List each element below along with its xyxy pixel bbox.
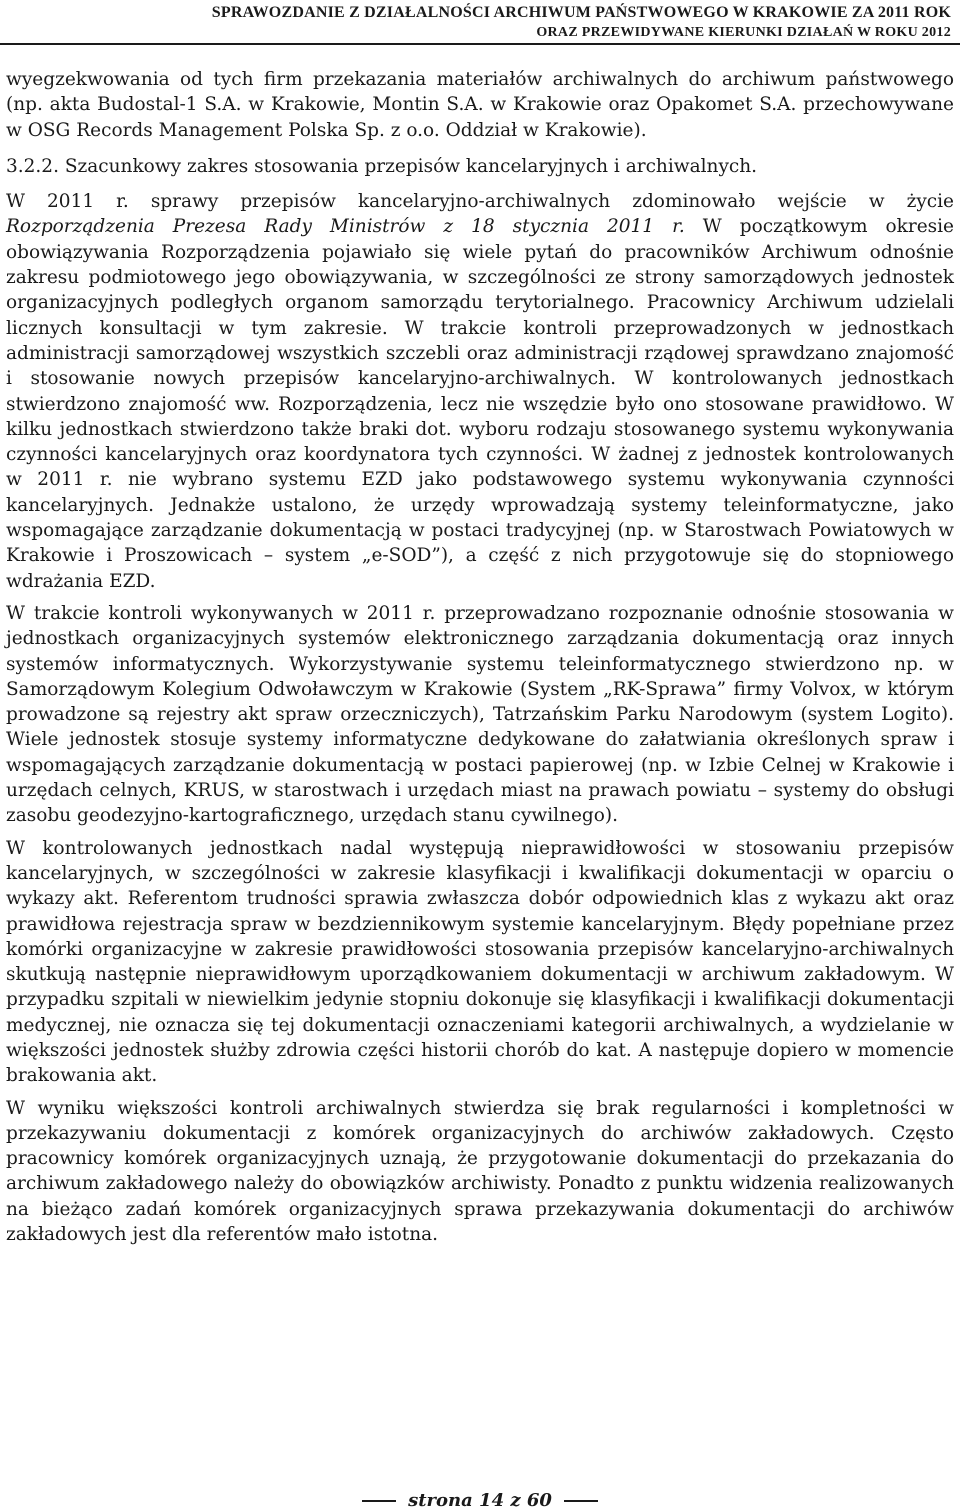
document-body [6,67,954,1254]
footer-dash-right [564,1500,598,1502]
regulation-citation: Rozporządzenia Prezesa Rady Ministrów z 18 stycznia 2011 r. [6,216,685,238]
page-number: strona 14 z 60 [408,1490,552,1511]
header-subtitle: ORAZ PRZEWIDYWANE KIERUNKI DZIAŁAŃ W ROKU 2012 [536,25,951,40]
page-header [0,0,960,43]
header-title: SPRAWOZDANIE Z DZIAŁALNOŚCI ARCHIWUM PAŃSTWOWEGO W KRAKOWIE ZA 2011 ROK [211,4,951,21]
paragraph-2-rest: W początkowym okresie obowiązywania Rozporządzenia pojawiało się wiele pytań do pracowników Archiwum odnośnie zakresu podmiotowego jego obowiązywania, w szczególności ze strony samorządowych jednostek organizacyjnych podległych organom samorządu terytorialnego. Pracownicy Archiwum udzielali licznych konsultacji w tym zakresie. W trakcie kontroli przeprowadzonych w jednostkach administracji samorządowej wszystkich szczebli oraz administracji rządowej sprawdzano znajomość i stosowanie nowych przepisów kancelaryjno-archiwalnych. W kontrolowanych jednostkach stwierdzono znajomość ww. Rozporządzenia, lecz nie wszędzie było ono stosowane prawidłowo. W kilku jednostkach stwierdzono także braki dot. wyboru rodzaju stosowanego systemu wykonywania czynności kancelaryjnych oraz koordynatora tych czynności. W żadnej z jednostek kontrolowanych w 2011 r. nie wybrano systemu EZD jako podstawowego systemu wykonywania czynności kancelaryjnych. Jednakże ustalono, że urzędy wprowadzają systemy teleinformatyczne, jako wspomagające zarządzanie dokumentacją w postaci tradycyjnej (np. w Starostwach Powiatowych w Krakowie i Proszowicach – system „e-SOD”), a część z nich przygotowuje się do stopniowego wdrażania EZD. [6,216,954,592]
header-divider [0,43,960,45]
paragraph-2-start: W 2011 r. sprawy przepisów kancelaryjno-archiwalnych zdominowało wejście w życie [6,191,954,213]
paragraph-2 [6,189,954,594]
section-heading: 3.2.2. Szacunkowy zakres stosowania przepisów kancelaryjnych i archiwalnych. [6,155,758,177]
paragraph-5: W wyniku większości kontroli archiwalnych stwierdza się brak regularności i kompletności w przekazywaniu dokumentacji z komórek organizacyjnych do archiwów zakładowych. Często pracownicy komórek organizacyjnych uznają, że przygotowanie dokumentacji do przekazania do archiwum zakładowego należy do obowiązków archiwisty. Ponadto z punktu widzenia realizowanych na bieżąco zadań komórek organizacyjnych sprawa przekazywania dokumentacji do archiwów zakładowych jest dla referentów mało istotna. [6,1097,954,1246]
footer-dash-left [362,1500,396,1502]
page-footer [0,1490,960,1511]
paragraph-4: W kontrolowanych jednostkach nadal występują nieprawidłowości w stosowaniu przepisów kancelaryjnych, w szczególności w zakresie klasyfikacji i kwalifikacji dokumentacji w oparciu o wykazy akt. Referentom trudności sprawia zwłaszcza dobór odpowiednich klas z wykazu akt oraz prawidłowa rejestracja spraw w bezdziennikowym systemie kancelaryjnym. Błędy popełniane przez komórki organizacyjne w zakresie prawidłowości stosowania przepisów kancelaryjno-archiwalnych skutkują następnie nieprawidłowym uporządkowaniem dokumentacji w archiwum zakładowym. W przypadku szpitali w niewielkim jedynie stopniu dokonuje się klasyfikacji i kwalifikacji dokumentacji medycznej, nie oznacza się tej dokumentacji oznaczeniami kategorii archiwalnych, a wydzielanie w większości jednostek służby zdrowia części historii chorób do kat. A następuje dopiero w momencie brakowania akt. [6,837,954,1087]
paragraph-1: wyegzekwowania od tych firm przekazania materiałów archiwalnych do archiwum państwowego (np. akta Budostal-1 S.A. w Krakowie, Montin S.A. w Krakowie oraz Opakomet S.A. przechowywane w OSG Records Management Polska Sp. z o.o. Oddział w Krakowie). [6,69,954,141]
paragraph-3: W trakcie kontroli wykonywanych w 2011 r. przeprowadzano rozpoznanie odnośnie stosowania w jednostkach organizacyjnych systemów elektronicznego zarządzania dokumentacją oraz innych systemów informatycznych. Wykorzystywanie systemu teleinformatycznego stwierdzono np. w Samorządowym Kolegium Odwoławczym w Krakowie (System „RK-Sprawa” firmy Volvox, w którym prowadzone są rejestry akt spraw orzeczniczych), Tatrzańskim Parku Narodowym (system Logito). Wiele jednostek stosuje systemy informatyczne dedykowane do załatwiania określonych spraw i wspomagających zarządzanie dokumentacją w postaci papierowej (np. w Izbie Celnej w Krakowie i urzędach celnych, KRUS, w starostwach i urzędach miast na prawach powiatu – systemy do obsługi zasobu geodezyjno-kartograficznego, urzędach stanu cywilnego). [6,602,954,827]
